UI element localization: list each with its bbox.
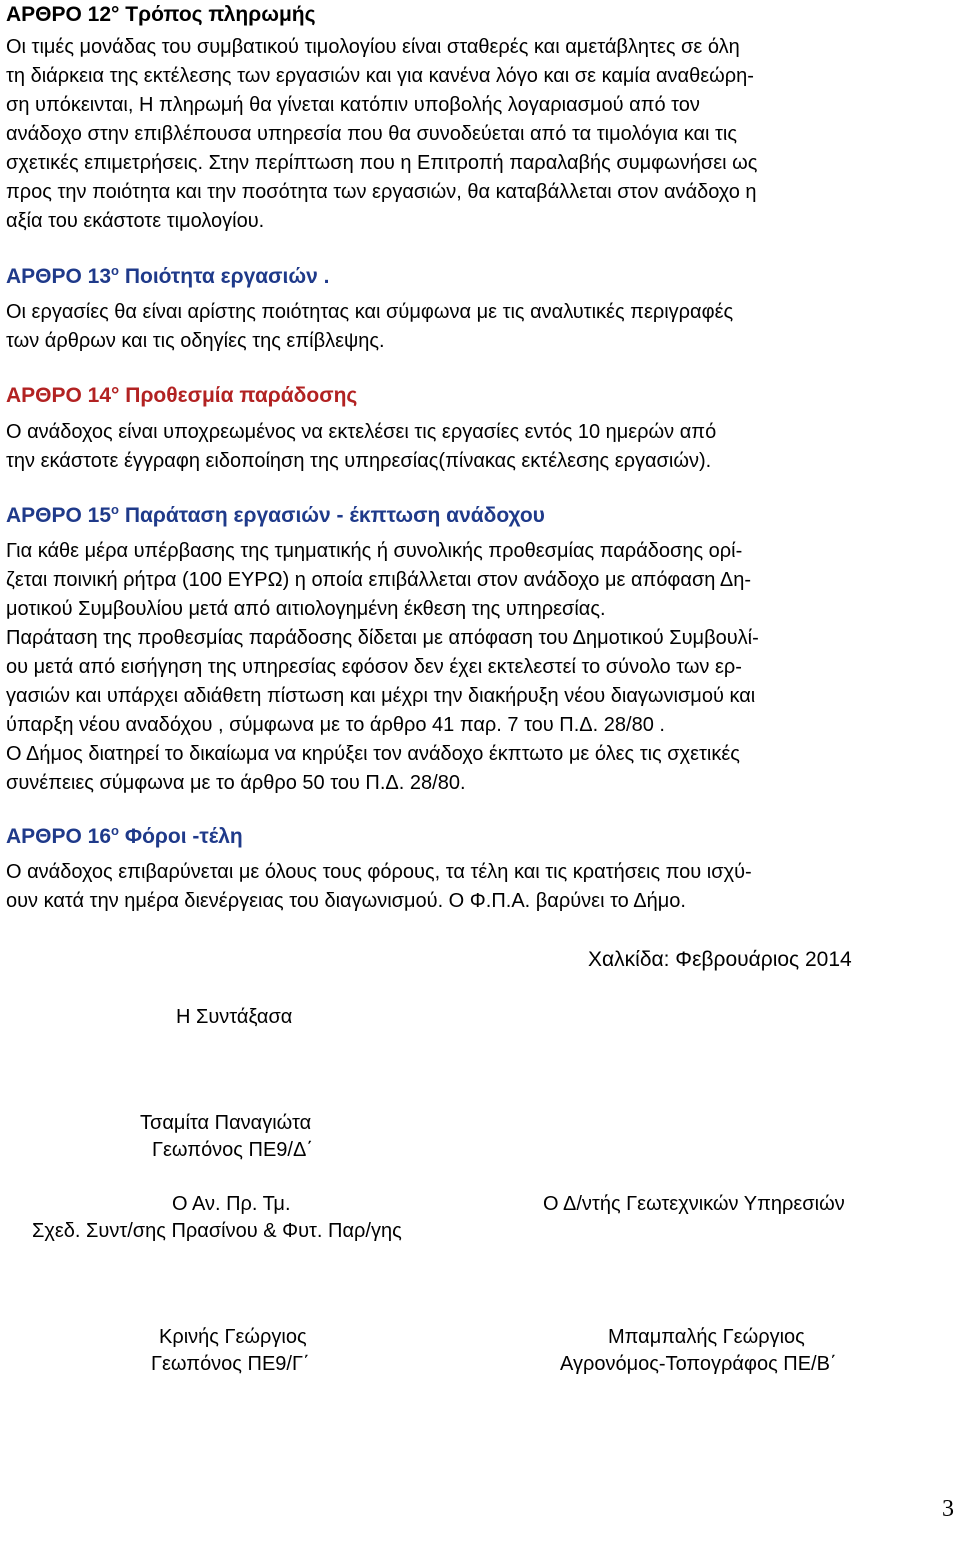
text-line: γασιών και υπάρχει αδιάθετη πίστωση και μέχρι την διακήρυξη νέου διαγωνισμού και — [6, 685, 756, 707]
text-line: Οι τιμές μονάδας του συμβατικού τιμολογίου είναι σταθερές και αμετάβλητες σε όλη — [6, 36, 740, 58]
heading-label: ΑΡΘΡΟ 15 — [6, 504, 112, 527]
text-line: ύπαρξη νέου αναδόχου , σύμφωνα με το άρθρο 41 παρ. 7 του Π.Δ. 28/80 . — [6, 714, 665, 736]
heading-title: Ποιότητα εργασιών . — [119, 265, 330, 288]
place-date: Χαλκίδα: Φεβρουάριος 2014 — [588, 948, 852, 971]
text-line: προς την ποιότητα και την ποσότητα των εργασιών, θα καταβάλλεται στον ανάδοχο η — [6, 181, 757, 203]
composer-title: Γεωπόνος ΠΕ9/Δ΄ — [152, 1139, 313, 1161]
text-line: ανάδοχο στην επιβλέπουσα υπηρεσία που θα συνοδεύεται από τα τιμολόγια και τις — [6, 123, 738, 145]
heading-title: Παράταση εργασιών - έκπτωση ανάδοχου — [119, 504, 545, 527]
section-head-role: Ο Αν. Πρ. Τμ. — [172, 1193, 291, 1215]
text-line: Για κάθε μέρα υπέρβασης της τμηματικής ή συνολικής προθεσμίας παράδοσης ορί- — [6, 540, 743, 562]
text-line: αξία του εκάστοτε τιμολογίου. — [6, 210, 265, 232]
ordinal-mark: ο — [111, 263, 119, 278]
text-line: ση υπόκεινται, Η πληρωμή θα γίνεται κατόπιν υποβολής λογαριασμού από τον — [6, 94, 700, 116]
article-16-heading — [6, 823, 243, 850]
section-head-name: Κρινής Γεώργιος — [159, 1326, 307, 1348]
text-line: Ο Δήμος διατηρεί το δικαίωμα να κηρύξει τον ανάδοχο έκπτωτο με όλες τις σχετικές — [6, 743, 740, 765]
text-line: τη διάρκεια της εκτέλεσης των εργασιών και για κανένα λόγο και σε καμία αναθεώρη- — [6, 65, 754, 87]
heading-label: ΑΡΘΡΟ 16 — [6, 825, 112, 848]
text-line: Παράταση της προθεσμίας παράδοσης δίδεται με απόφαση του Δημοτικού Συμβουλί- — [6, 627, 759, 649]
article-16-body — [6, 858, 956, 916]
composer-role: Η Συντάξασα — [176, 1006, 293, 1028]
section-head-role-line2: Σχεδ. Συντ/σης Πρασίνου & Φυτ. Παρ/γης — [32, 1220, 402, 1242]
text-line: την εκάστοτε έγγραφη ειδοποίηση της υπηρεσίας(πίνακας εκτέλεσης εργασιών). — [6, 450, 712, 472]
heading-label: ΑΡΘΡΟ 13 — [6, 265, 112, 288]
text-line: ουν κατά την ημέρα διενέργειας του διαγωνισμού. Ο Φ.Π.Α. βαρύνει το Δήμο. — [6, 890, 686, 912]
article-14-body — [6, 418, 956, 476]
heading-title: Φόροι -τέλη — [119, 825, 243, 848]
composer-name: Τσαμίτα Παναγιώτα — [140, 1112, 312, 1134]
article-14-heading: ΑΡΘΡΟ 14° Προθεσμία παράδοσης — [6, 384, 358, 407]
article-13-heading — [6, 263, 329, 290]
article-13-body — [6, 298, 956, 356]
section-head-title: Γεωπόνος ΠΕ9/Γ΄ — [151, 1353, 310, 1375]
text-line: Ο ανάδοχος επιβαρύνεται με όλους τους φόρους, τα τέλη και τις κρατήσεις που ισχύ- — [6, 861, 752, 883]
text-line: συνέπειες σύμφωνα με το άρθρο 50 του Π.Δ. 28/80. — [6, 772, 466, 794]
article-15-body — [6, 537, 956, 798]
director-title: Αγρονόμος-Τοπογράφος ΠΕ/Β΄ — [560, 1353, 837, 1375]
article-15-heading — [6, 502, 545, 529]
director-name: Μπαμπαλής Γεώργιος — [608, 1326, 805, 1348]
article-12-heading: ΑΡΘΡΟ 12° Τρόπος πληρωμής — [6, 3, 316, 26]
ordinal-mark: ο — [111, 502, 119, 517]
text-line: ου μετά από εισήγηση της υπηρεσίας εφόσον δεν έχει εκτελεστεί το σύνολο των ερ- — [6, 656, 742, 678]
text-line: Οι εργασίες θα είναι αρίστης ποιότητας και σύμφωνα με τις αναλυτικές περιγραφές — [6, 301, 734, 323]
text-line: σχετικές επιμετρήσεις. Στην περίπτωση που η Επιτροπή παραλαβής συμφωνήσει ως — [6, 152, 758, 174]
page-number: 3 — [942, 1496, 954, 1522]
article-12-body — [6, 33, 956, 236]
text-line: ζεται ποινική ρήτρα (100 ΕΥΡΩ) η οποία επιβάλλεται στον ανάδοχο με απόφαση Δη- — [6, 569, 752, 591]
text-line: Ο ανάδοχος είναι υποχρεωμένος να εκτελέσει τις εργασίες εντός 10 ημερών από — [6, 421, 717, 443]
text-line: των άρθρων και τις οδηγίες της επίβλεψης. — [6, 330, 385, 352]
ordinal-mark: ο — [111, 823, 119, 838]
director-role: Ο Δ/ντής Γεωτεχνικών Υπηρεσιών — [543, 1193, 845, 1215]
text-line: μοτικού Συμβουλίου μετά από αιτιολογημένη έκθεση της υπηρεσίας. — [6, 598, 606, 620]
